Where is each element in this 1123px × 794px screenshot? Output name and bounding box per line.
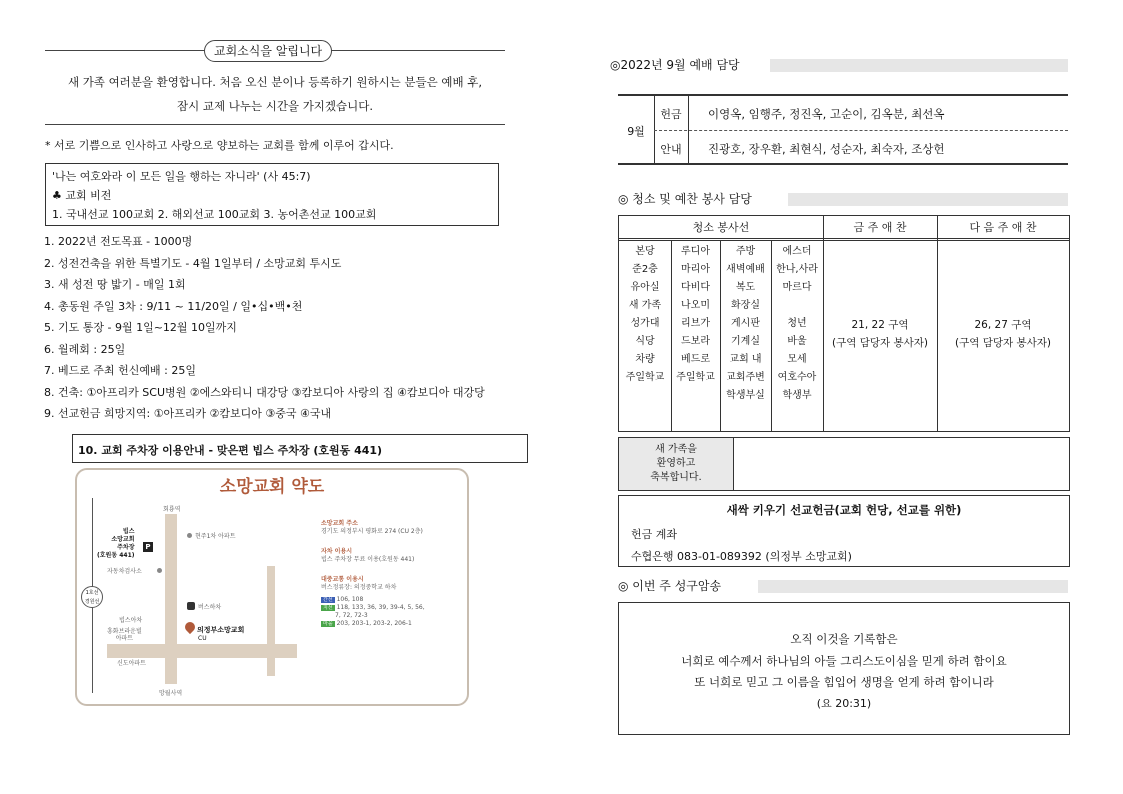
vips-label-3: 주차장 <box>117 544 135 551</box>
car-text: 빕스 주차장 무료 이용(호원동 441) <box>321 556 415 563</box>
offering-title: 새싹 키우기 선교헌금(교회 헌당, 선교를 위한) <box>726 503 962 517</box>
cleaning-group: 루디아 <box>681 246 710 257</box>
memory-verse-box <box>618 602 1070 735</box>
cleaning-place: 게시판 <box>731 318 760 329</box>
map-title: 소망교회 약도 <box>219 477 325 497</box>
welcome-rule <box>45 124 505 125</box>
bus-line-2-text: 118, 133, 36, 39, 39-4, 5, 56, <box>336 604 425 611</box>
transit-title: 대중교통 이용시 <box>321 576 364 583</box>
vips-parking-label <box>97 528 135 560</box>
apt2-line-1: 흥화브라운빌 <box>107 628 142 635</box>
cleaning-place: 교회주변 <box>726 372 765 383</box>
offering-account: 수협은행 083-01-089392 (의정부 소망교회) <box>631 550 852 563</box>
bus-stop-left-label: 빕스아차 <box>119 617 143 624</box>
bus-tag-village: 마을 <box>323 621 333 627</box>
this-week-fellowship <box>823 316 937 352</box>
cleaning-place: 차량 <box>635 354 655 365</box>
verse-text: '나는 여호와라 이 모든 일을 행하는 자니라' (사 45:7) <box>52 170 311 183</box>
church-name-label: 의정부소망교회 <box>197 626 245 634</box>
addr-text: 경기도 의정부시 평화로 274 (CU 2층) <box>321 528 423 535</box>
cleaning-col-2 <box>671 243 720 387</box>
station-top: 회룡역 <box>163 506 181 513</box>
next-week-line-1: 26, 27 구역 <box>974 319 1032 331</box>
cleaning-place: 유아실 <box>630 282 660 293</box>
cleaning-title-bar <box>788 193 1068 206</box>
newfamily-label <box>619 438 734 490</box>
apt-dot <box>187 533 192 538</box>
memory-section-title: ◎ 이번 주 성구암송 <box>618 579 722 593</box>
cleaning-place: 준2층 <box>632 264 658 275</box>
news-item-3: 3. 새 성전 땅 밟기 - 매일 1회 <box>44 278 186 291</box>
worship-role-usher: 안내 <box>660 143 682 156</box>
apt3-label: 신도아파트 <box>117 660 146 667</box>
cleaning-header-rule <box>619 238 1069 241</box>
cleaning-group: 모세 <box>787 354 807 365</box>
cleaning-group: 학생부 <box>782 390 812 401</box>
cleaning-group: 바울 <box>787 336 807 347</box>
bus-line-3 <box>321 620 466 628</box>
vips-label-1: 빕스 <box>122 528 135 535</box>
vision-title: ♣ 교회 비전 <box>52 189 112 202</box>
cleaning-header-1: 청소 봉사선 <box>692 221 750 234</box>
news-item-7: 7. 베드로 주최 헌신예배 : 25일 <box>44 364 196 377</box>
church-pin-icon <box>183 620 197 634</box>
road-vertical-main <box>165 514 177 684</box>
this-week-line-1: 21, 22 구역 <box>851 319 909 331</box>
newfamily-line-3: 축복합니다. <box>650 472 702 483</box>
newfamily-box <box>618 437 1070 491</box>
newfamily-line-1: 새 가족을 <box>655 444 697 455</box>
cleaning-place: 복도 <box>735 282 756 293</box>
apt2-label <box>107 628 142 642</box>
cleaning-group: 한나,사라 <box>776 264 818 275</box>
bus-tag-trunk: 간선 <box>323 597 333 603</box>
parking-box <box>72 434 528 463</box>
memory-line-2: 너희로 예수께서 하나님의 아들 그리스도이심을 믿게 하려 함이요 <box>681 654 1007 668</box>
cleaning-place: 본당 <box>635 246 655 257</box>
worship-table <box>618 94 1068 165</box>
bus-stop-right-label: 버스하차 <box>198 604 222 611</box>
news-item-2: 2. 성전건축을 위한 특별기도 - 4월 1일부터 / 소망교회 투시도 <box>44 257 342 270</box>
memory-line-3: 또 너희로 믿고 그 이름을 힘입어 생명을 얻게 하려 함이니라 <box>694 675 994 689</box>
church-note: * 서로 기쁨으로 인사하고 사랑으로 양보하는 교회를 함께 이루어 갑시다. <box>45 139 394 152</box>
cleaning-col-4 <box>771 243 823 405</box>
worship-names-offering: 이영옥, 임행주, 정진옥, 고순이, 김옥분, 최선옥 <box>708 107 945 121</box>
cleaning-col-3 <box>720 243 771 405</box>
apt-label: 현주1차 아파트 <box>195 533 236 540</box>
cleaning-group: 드보라 <box>681 336 710 347</box>
news-item-6: 6. 월례회 : 25일 <box>44 343 126 356</box>
memory-title-bar <box>758 580 1068 593</box>
church-map <box>75 468 469 706</box>
cleaning-col-1 <box>619 243 671 387</box>
cleaning-header-2: 금 주 애 찬 <box>853 221 907 234</box>
cleaning-group: 마리아 <box>681 264 710 275</box>
cleaning-place: 화장실 <box>731 300 760 311</box>
route-sign-line2: 경원선 <box>84 599 100 605</box>
cleaning-table <box>618 215 1070 432</box>
this-week-line-2: (구역 담당자 봉사자) <box>831 337 928 349</box>
worship-names-usher: 진광호, 장우환, 최현식, 성순자, 최숙자, 조상헌 <box>708 142 945 156</box>
addr-title: 소망교회 주소 <box>321 520 358 527</box>
verse-box <box>45 163 499 226</box>
cleaning-group: 에스더 <box>782 246 812 257</box>
apt2-line-2: 아파트 <box>115 635 134 642</box>
cleaning-header-3: 다 음 주 애 찬 <box>969 221 1037 234</box>
cleaning-place: 교회 내 <box>729 354 762 365</box>
memory-line-1: 오직 이것을 기록함은 <box>790 632 898 646</box>
next-week-fellowship <box>937 316 1069 352</box>
cleaning-group: 청년 <box>787 318 807 329</box>
cleaning-place: 새벽예배 <box>726 264 765 275</box>
bus-line-2 <box>321 604 466 612</box>
news-item-9: 9. 선교헌금 희망지역: ①아프리카 ②캄보디아 ③중국 ④국내 <box>44 407 332 420</box>
cleaning-group: 다비다 <box>681 282 710 293</box>
cleaning-group: 주일학교 <box>676 372 715 383</box>
welcome-line-1: 새 가족 여러분을 환영합니다. 처음 오신 분이나 등록하기 원하시는 분들은 예배 후, <box>67 75 483 89</box>
news-item-5: 5. 기도 통장 - 9월 1일~12월 10일까지 <box>44 321 237 334</box>
route-sign-line1: 1호선 <box>85 590 99 596</box>
station-bottom: 망월사역 <box>159 690 183 697</box>
vision-items: 1. 국내선교 100교회 2. 해외선교 100교회 3. 농어촌선교 100교회 <box>52 208 377 221</box>
bus-icon <box>187 602 195 610</box>
cleaning-place: 주일학교 <box>625 372 665 383</box>
bus-line-2b-text: 7, 72, 72-3 <box>335 612 368 619</box>
welcome-line-2: 잠시 교제 나누는 시간을 가지겠습니다. <box>176 99 374 113</box>
worship-row-divider <box>654 130 1068 131</box>
inspection-dot <box>157 568 162 573</box>
bus-tag-branch: 지선 <box>323 605 333 611</box>
newfamily-line-2: 환영하고 <box>656 458 696 469</box>
worship-title-bar <box>770 59 1068 72</box>
parking-icon: P <box>143 542 153 552</box>
cleaning-place: 새 가족 <box>628 300 662 311</box>
road-vertical-right <box>267 566 275 676</box>
cleaning-place: 성가대 <box>630 318 660 329</box>
cleaning-group: 나오미 <box>681 300 710 311</box>
bus-line-1-text: 106, 108 <box>336 596 364 603</box>
bus-line-3-text: 203, 203-1, 203-2, 206-1 <box>336 620 412 627</box>
news-title: 교회소식을 알립니다 <box>204 40 332 62</box>
cleaning-group: 마르다 <box>782 282 812 293</box>
cleaning-place: 식당 <box>635 336 655 347</box>
transit-text: 버스정류장: 의정중학교 하차 <box>321 584 397 591</box>
cu-label: CU <box>198 635 207 642</box>
vips-label-4: (호원동 441) <box>97 552 135 559</box>
map-info <box>321 520 466 628</box>
news-item-1: 1. 2022년 전도목표 - 1000명 <box>44 235 193 248</box>
cleaning-section-title: ◎ 청소 및 예찬 봉사 담당 <box>618 192 752 206</box>
worship-role-offering: 헌금 <box>660 108 682 121</box>
offering-box <box>618 495 1070 567</box>
worship-section-title: ◎2022년 9월 예배 담당 <box>610 58 740 72</box>
parking-text: 10. 교회 주차장 이용안내 - 맞은편 빕스 주차장 (호원동 441) <box>78 444 383 457</box>
car-title: 자차 이용시 <box>321 548 353 555</box>
cleaning-place: 주방 <box>735 246 756 257</box>
memory-reference: (요 20:31) <box>816 697 872 710</box>
offering-account-label: 헌금 계좌 <box>631 528 678 541</box>
next-week-line-2: (구역 담당자 봉사자) <box>954 337 1051 349</box>
bus-line-1 <box>321 596 466 604</box>
cleaning-group: 리브가 <box>681 318 710 329</box>
vips-label-2: 소망교회 <box>111 536 135 543</box>
worship-month: 9월 <box>627 125 645 138</box>
cleaning-group <box>771 297 823 315</box>
cleaning-place: 기계실 <box>731 336 760 347</box>
cleaning-place: 학생부실 <box>726 390 765 401</box>
car-inspection-label: 자동차검사소 <box>107 568 142 575</box>
route-sign <box>81 586 103 608</box>
cleaning-group: 여호수아 <box>777 372 817 383</box>
cleaning-group: 베드로 <box>681 354 710 365</box>
news-item-8: 8. 건축: ①아프리카 SCU병원 ②에스와티니 대강당 ③캄보디아 사랑의 집 ④캄보디아 대강당 <box>44 386 485 399</box>
news-item-4: 4. 총동원 주일 3차 : 9/11 ~ 11/20일 / 일•십•백•천 <box>44 300 303 313</box>
